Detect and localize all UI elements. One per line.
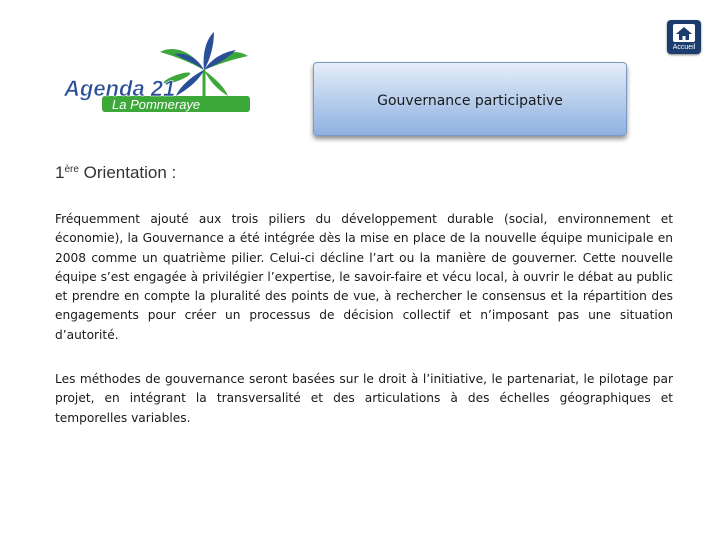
logo-subtitle: La Pommeraye xyxy=(112,97,201,112)
home-icon xyxy=(672,23,696,43)
home-button[interactable] xyxy=(667,20,701,54)
home-button-label: Accueil xyxy=(672,44,696,51)
orientation-superscript: ère xyxy=(64,164,79,175)
orientation-heading xyxy=(55,163,176,183)
orientation-colon: : xyxy=(166,163,177,182)
paragraph-governance-methods: Les méthodes de gouvernance seront basées sur le droit à l’initiative, le partenariat, le pilotage par projet, en intégrant la transversalité et des articulations à des échelles géographiques et temporelles variables. xyxy=(55,372,673,425)
orientation-number: 1 xyxy=(55,163,65,182)
logo-title: Agenda 21 xyxy=(64,76,176,101)
agenda21-logo xyxy=(52,30,252,116)
header-title-box xyxy=(313,62,627,136)
page-title: Gouvernance participative xyxy=(377,93,563,109)
paragraph-governance-intro: Fréquemment ajouté aux trois piliers du développement durable (social, environnement et économie), la Gouvernance a été intégrée dès la mise en place de la nouvelle équipe municipale en 2008 comme un quatrième pilier. Celui-ci décline l’art ou la manière de gouverner. Cette nouvelle équipe s’est engagée à privilégier l’expertise, le savoir-faire et vécu local, à ouvrir le débat au public et prendre en compte la pluralité des points de vue, à rechercher le consensus et la répartition des engagements pour créer un processus de décision collectif et n’imposant pas une situation d’autorité. xyxy=(55,212,673,342)
orientation-label: Orientation xyxy=(83,163,167,182)
